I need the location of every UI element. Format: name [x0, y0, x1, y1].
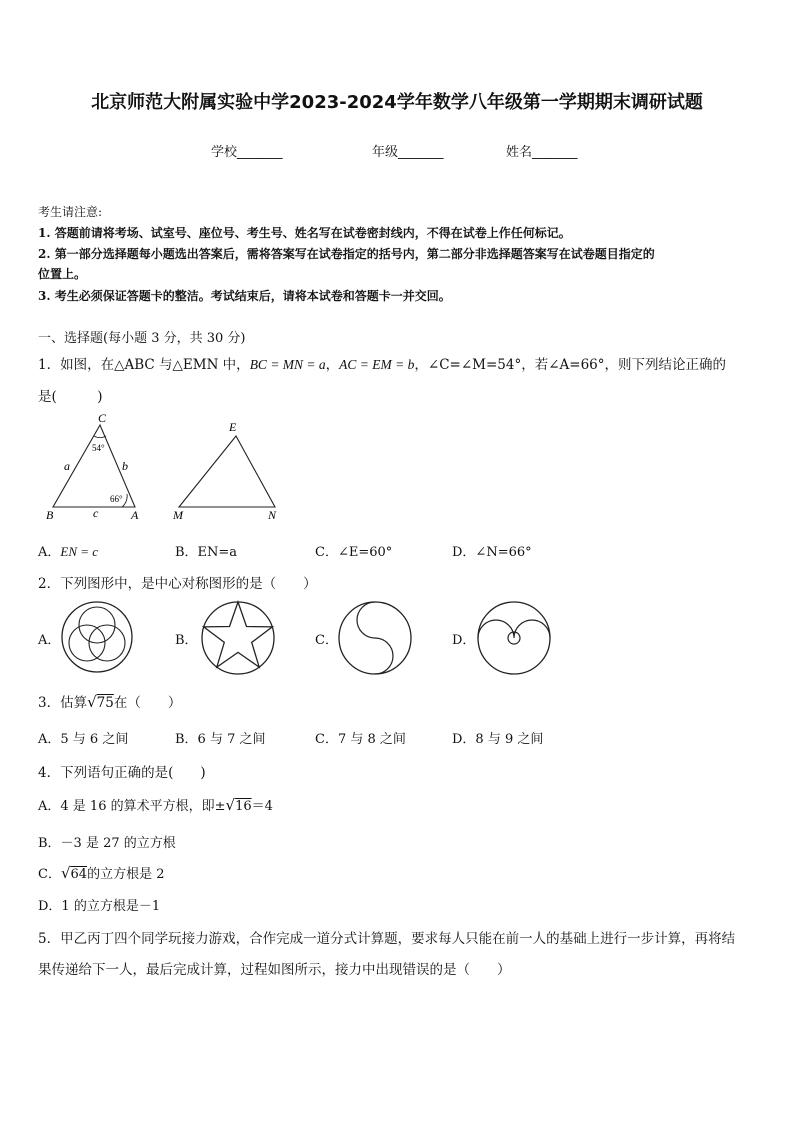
q4-option-d[interactable]: D．1 的立方根是－1	[38, 899, 161, 914]
label-b-vertex: B	[46, 508, 54, 522]
q5-stem-line2: 果传递给下一人，最后完成计算，过程如图所示，接力中出现错误的是（ ）	[38, 962, 511, 978]
q1-stem-text: 1．如图，在△ABC 与△EMN 中，	[38, 357, 250, 373]
q1-triangles-figure	[40, 410, 300, 525]
triangle-emn	[179, 436, 275, 507]
notice-heading: 考生请注意:	[38, 205, 103, 219]
q2-figure-b-star[interactable]	[200, 600, 276, 676]
q4-option-c-prefix: C．	[38, 867, 61, 882]
q3-option-b[interactable]: B．6 与 7 之间	[175, 732, 266, 747]
label-a-side: a	[64, 459, 70, 473]
notice-item-1: 1. 答题前请将考场、试室号、座位号、考生号、姓名写在试卷密封线内，不得在试卷上作任何标记。	[38, 226, 571, 240]
q2-stem: 2．下列图形中，是中心对称图形的是（ ）	[38, 576, 317, 592]
q1-option-c[interactable]: C．∠E=60°	[315, 545, 393, 560]
q5-stem-line1: 5．甲乙丙丁四个同学玩接力游戏，合作完成一道分式计算题，要求每人只能在前一人的基础上进行一步计算，再将结	[38, 931, 736, 947]
label-b-side: b	[122, 459, 128, 473]
q2-figure-a-three-arcs[interactable]	[60, 600, 134, 674]
q1-option-a-math: EN = c	[60, 544, 99, 559]
q1-stem	[38, 353, 726, 373]
label-m: M	[173, 508, 183, 522]
grade-field: 年级_______	[372, 145, 444, 160]
q1-cond-ac: AC = EM = b	[339, 357, 415, 372]
q4-stem: 4．下列语句正确的是( )	[38, 765, 206, 781]
q3-prefix: 3．估算	[38, 695, 88, 711]
q4-option-c-radicand: 64	[70, 867, 88, 882]
q1-sep: ，	[325, 357, 340, 373]
angle-a-arc	[122, 494, 127, 507]
q4-option-c-sqrt: √64	[60, 864, 88, 882]
notice-item-3: 3. 考生必须保证答题卡的整洁。考试结束后，请将本试卷和答题卡一并交回。	[38, 289, 451, 303]
notice-item-2-cont: 位置上。	[38, 267, 87, 281]
q1-stem-tail: ，∠C=∠M=54°，若∠A=66°，则下列结论正确的	[414, 357, 727, 373]
q2-option-a-label[interactable]: A．	[38, 633, 61, 648]
q3-option-d[interactable]: D．8 与 9 之间	[452, 732, 544, 747]
section-heading: 一、选择题(每小题 3 分，共 30 分)	[38, 331, 246, 346]
q4-option-b[interactable]: B．－3 是 27 的立方根	[38, 836, 176, 851]
name-field: 姓名_______	[506, 145, 578, 160]
q4-option-a-suffix: ＝4	[251, 799, 273, 814]
label-angle-c: 54°	[92, 443, 105, 453]
q3-stem	[38, 691, 181, 711]
label-n: N	[268, 508, 277, 522]
q2-option-b-label[interactable]: B．	[175, 633, 198, 648]
q1-option-b[interactable]: B．EN=a	[175, 545, 238, 560]
page-title: 北京师范大附属实验中学2023-2024学年数学八年级第一学期期末调研试题	[91, 92, 703, 113]
q3-option-c[interactable]: C．7 与 8 之间	[315, 732, 406, 747]
notice-item-2: 2. 第一部分选择题每小题选出答案后，需将答案写在试卷指定的括号内，第二部分非选择题答案写在试卷题目指定的	[38, 247, 655, 261]
q4-option-a-radicand: 16	[235, 799, 252, 814]
q1-option-d[interactable]: D．∠N=66°	[452, 545, 532, 560]
q2-option-c-label[interactable]: C．	[315, 633, 338, 648]
q1-option-a-prefix: A．	[38, 545, 61, 560]
q2-figure-c-yinyang[interactable]	[337, 600, 413, 676]
q2-figure-d-arcs[interactable]	[476, 600, 552, 676]
label-a-vertex: A	[131, 508, 139, 522]
label-angle-a: 66°	[110, 494, 123, 504]
label-c-side: c	[93, 506, 99, 520]
q3-sqrt: √75	[87, 693, 114, 711]
angle-c-arc	[94, 436, 106, 438]
label-c: C	[98, 411, 107, 425]
q3-option-a[interactable]: A．5 与 6 之间	[38, 732, 129, 747]
q4-option-a-prefix: A．4 是 16 的算术平方根，即±	[38, 799, 226, 814]
q3-suffix: 在（ ）	[113, 695, 182, 711]
q1-cond-bc: BC = MN = a	[249, 357, 326, 372]
q4-option-c-suffix: 的立方根是 2	[87, 867, 165, 882]
q4-option-a[interactable]	[38, 795, 273, 814]
school-field: 学校_______	[211, 145, 283, 160]
q1-stem-line2: 是( )	[38, 389, 103, 405]
q1-option-a[interactable]	[38, 541, 98, 560]
label-e: E	[229, 420, 237, 434]
q2-option-d-label[interactable]: D．	[452, 633, 476, 648]
q4-option-c[interactable]	[38, 863, 164, 882]
q3-radicand: 75	[96, 695, 114, 711]
q4-option-a-sqrt: √16	[225, 796, 252, 814]
